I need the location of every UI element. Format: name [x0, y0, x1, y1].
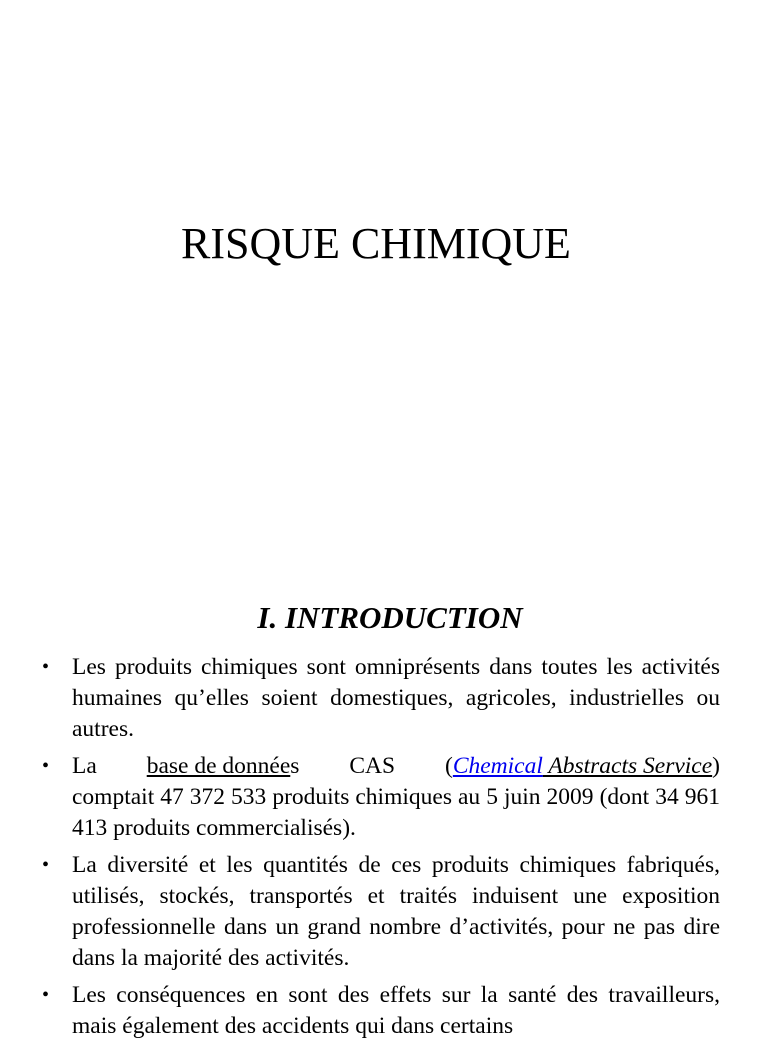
bullet-item-4 [42, 980, 720, 1042]
bullet-list [42, 652, 720, 1048]
bullet-text: comptait 47 372 533 produits chimiques au 5 juin 2009 (dont 34 961 413 produits commercialisés). [72, 784, 720, 841]
bullet-icon: • [42, 854, 50, 876]
cas-label: CAS [349, 753, 396, 779]
section-heading: I. INTRODUCTION [257, 600, 523, 635]
bullet-icon: • [42, 984, 50, 1006]
chemical-link[interactable]: Chemical [452, 753, 543, 779]
bullet-text: La diversité et les quantités de ces produits chimiques fabriqués, utilisés, stockés, transportés et traités induisent une exposition professionnelle dans un grand nombre d’activités, pour ne pas dire dans la majorité des activités. [72, 852, 720, 971]
bullet-item-1 [42, 652, 720, 745]
bullet-prefix: La [72, 753, 97, 779]
bullet-icon: • [42, 755, 50, 777]
bullet-text: Les produits chimiques sont omniprésents dans toutes les activités humaines qu’elles soient domestiques, agricoles, industrielles ou autres. [72, 654, 720, 742]
database-link[interactable]: base de donnée [146, 753, 291, 779]
cas-expansion: (Chemical Abstracts Service) [445, 753, 720, 779]
database-phrase: base de données [146, 753, 300, 779]
bullet-item-3 [42, 850, 720, 974]
bullet-first-line [72, 751, 720, 782]
bullet-item-2 [42, 751, 720, 844]
abstracts-service-link[interactable]: Abstracts Service [542, 753, 713, 779]
page-title: RISQUE CHIMIQUE [181, 219, 571, 268]
bullet-text: Les conséquences en sont des effets sur la santé des travailleurs, mais également des accidents qui dans certains [72, 982, 720, 1039]
bullet-icon: • [42, 656, 50, 678]
